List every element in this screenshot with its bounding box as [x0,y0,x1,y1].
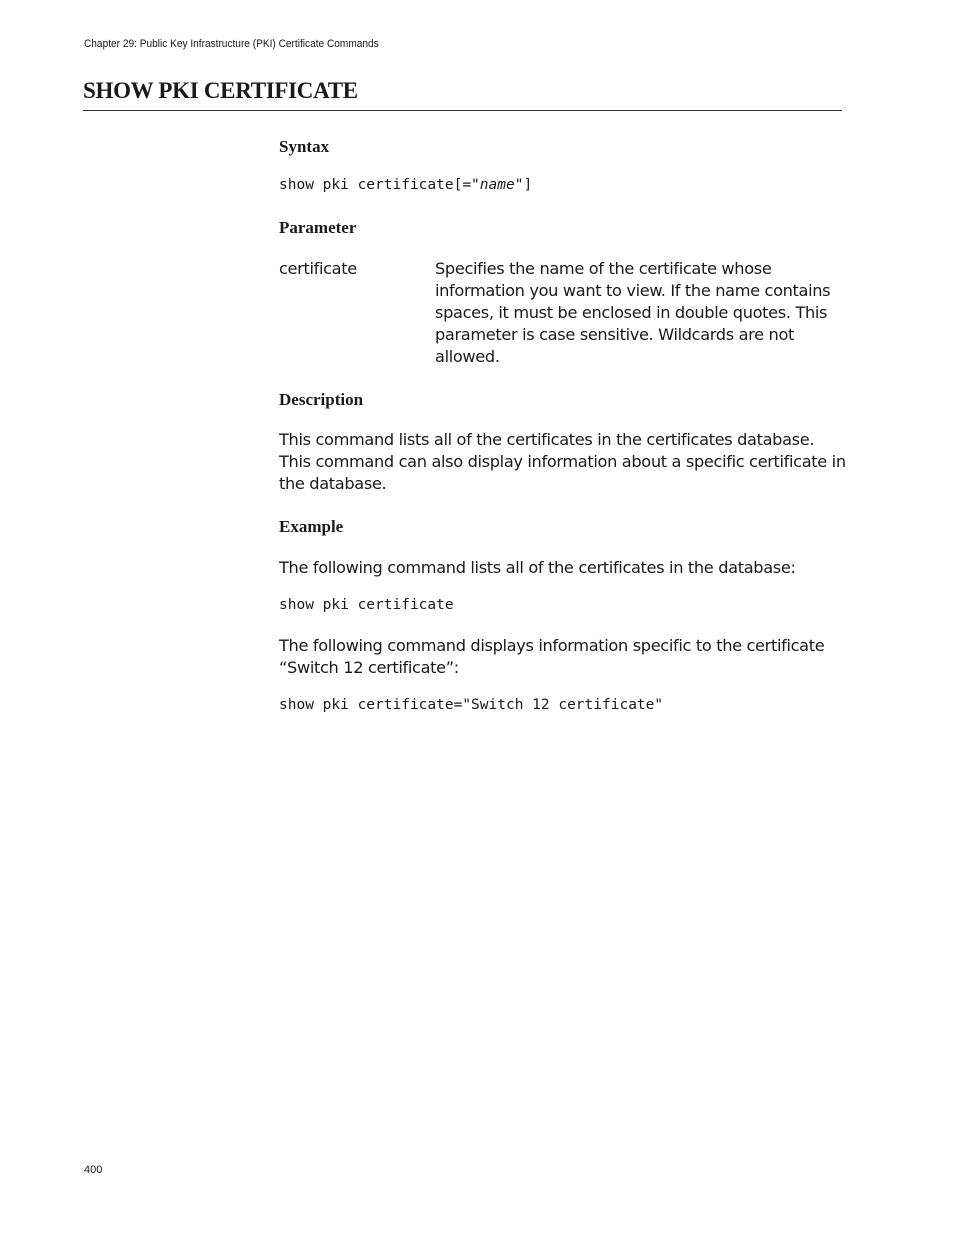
description-text: This command lists all of the certificates in the certificates database. This command can also display information about a specific certificate in the database. [279,430,846,493]
syntax-heading: Syntax [279,137,330,156]
syntax-command [279,177,532,193]
example-heading: Example [279,517,344,536]
title-divider [83,110,842,111]
example-intro-2: The following command displays information specific to the certificate “Switch 12 certificate”: [279,636,825,677]
example-command-2: show pki certificate="Switch 12 certificate" [279,697,664,713]
page-number: 400 [84,1164,103,1176]
syntax-command-prefix: show pki certificate[=" [279,177,480,193]
example-command-1: show pki certificate [279,597,454,613]
section-title: SHOW PKI CERTIFICATE [83,78,358,103]
example-intro-1: The following command lists all of the certificates in the database: [279,558,796,577]
parameter-name: certificate [279,259,357,278]
syntax-command-variable: name [479,177,515,193]
parameter-heading: Parameter [279,218,357,237]
parameter-description: Specifies the name of the certificate whose information you want to view. If the name contains spaces, it must be enclosed in double quotes. This parameter is case sensitive. Wildcards are not allowed. [435,259,831,366]
description-heading: Description [279,390,364,409]
syntax-command-suffix: "] [514,177,533,193]
running-header: Chapter 29: Public Key Infrastructure (PKI) Certificate Commands [84,38,379,50]
